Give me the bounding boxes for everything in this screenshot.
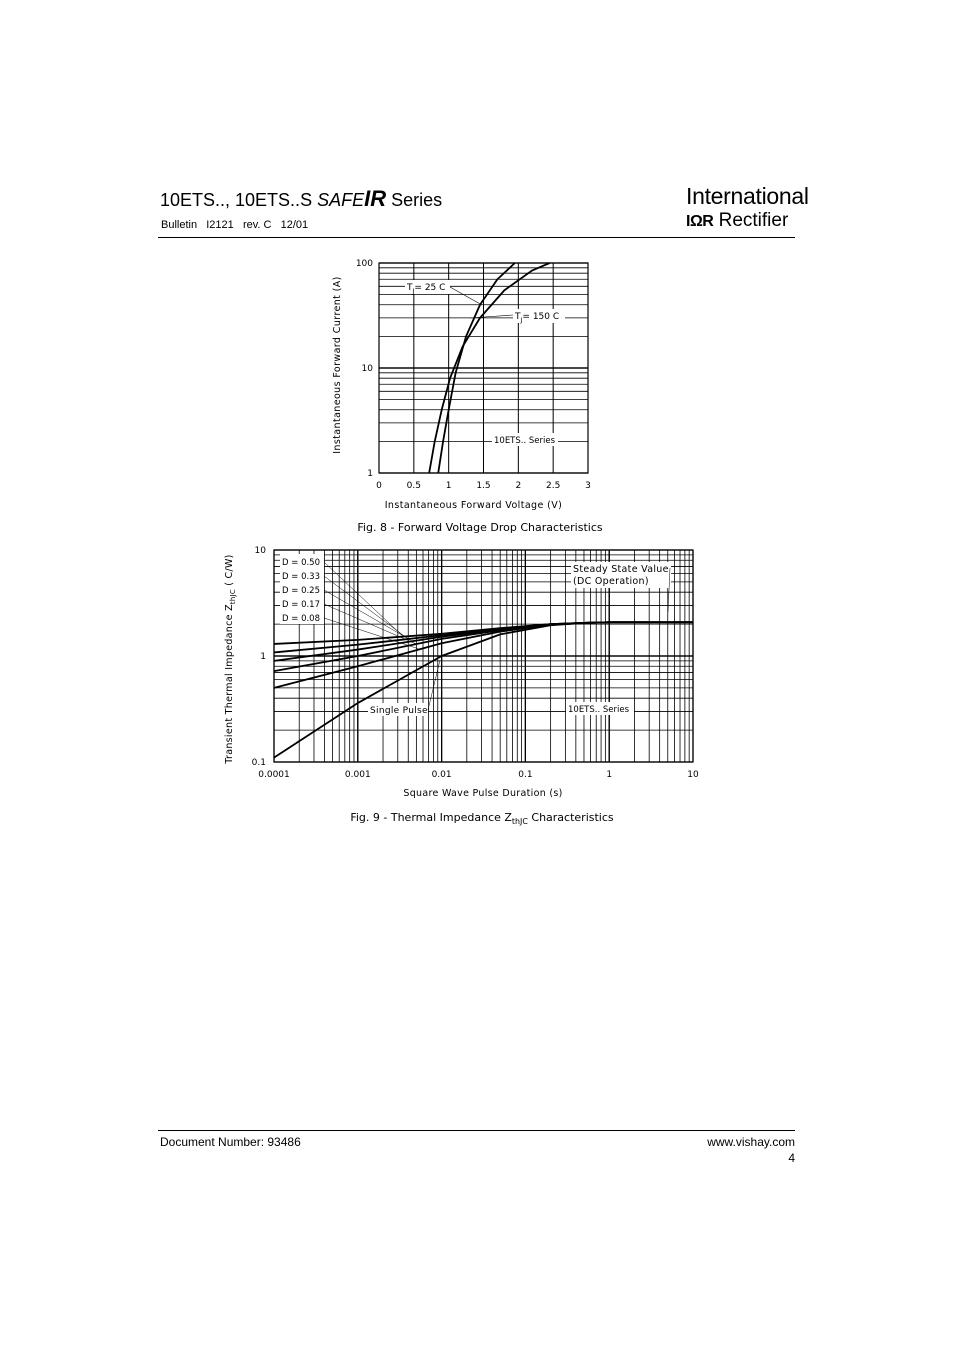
- fig9-leader-line: [324, 576, 408, 639]
- title-suffix: Series: [386, 190, 443, 210]
- title-safe: SAFE: [317, 190, 365, 210]
- fig9-series-line: [274, 622, 693, 757]
- fig8-caption: Fig. 8 - Forward Voltage Drop Characteristics: [357, 521, 603, 534]
- logo-rectifier-text: Rectifier: [718, 210, 789, 231]
- fig8-x-tick-label: 2.5: [546, 481, 561, 491]
- fig9-legend-entry: D = 0.17: [282, 600, 320, 610]
- page-number: 4: [788, 1151, 795, 1165]
- fig9-y-axis-label: Transient Thermal Impedance $Z_{thJC}$ ( C/W): [224, 554, 237, 764]
- fig9-x-tick-label: 0.001: [344, 770, 371, 780]
- fig8-y-tick-label: 10: [361, 364, 373, 374]
- fig8-y-tick-label: 1: [367, 469, 373, 479]
- fig9-leader-line: [324, 618, 420, 649]
- fig9-series-line: [274, 622, 693, 652]
- fig9-x-tick-label: 10: [687, 770, 699, 780]
- fig9-legend-entry: D = 0.08: [282, 614, 320, 624]
- fig8-x-tick-label: 0: [376, 481, 382, 491]
- fig8-y-tick-label: 100: [355, 259, 373, 269]
- fig8-y-axis-label: Instantaneous Forward Current (A): [332, 276, 343, 454]
- fig8-x-axis-label: Instantaneous Forward Voltage (V): [384, 500, 563, 511]
- fig9-x-tick-label: 0.1: [518, 770, 533, 780]
- logo-ior: IΩR: [686, 213, 714, 230]
- fig9-leader-line: [324, 590, 413, 641]
- fig9-legend-entry: D = 0.33: [282, 572, 320, 582]
- fig9-leader-line: [428, 660, 440, 710]
- fig9-y-tick-label: 0.1: [251, 758, 266, 768]
- fig9-x-axis-label: Square Wave Pulse Duration (s): [403, 788, 563, 799]
- fig8-annotation: 10ETS.. Series: [494, 436, 556, 446]
- website: www.vishay.com: [707, 1135, 795, 1149]
- fig9-chart: [224, 546, 699, 826]
- fig8-chart: [332, 259, 603, 534]
- document-number: Document Number: 93486: [160, 1135, 301, 1149]
- fig8-x-tick-label: 3: [585, 481, 591, 491]
- fig9-legend-entry: D = 0.50: [282, 558, 320, 568]
- fig9-annotation-dc: (DC Operation): [573, 576, 649, 587]
- logo-international: International: [686, 183, 809, 209]
- fig8-leader-line: [450, 287, 482, 305]
- fig9-y-tick-label: 1: [260, 652, 266, 662]
- fig9-y-tick-label: 10: [254, 546, 266, 556]
- fig9-x-tick-label: 0.0001: [258, 770, 290, 780]
- fig9-annotation-series: 10ETS.. Series: [568, 705, 630, 715]
- fig9-x-tick-label: 1: [606, 770, 613, 780]
- fig8-x-tick-label: 0.5: [406, 481, 421, 491]
- title-ir: IR: [364, 186, 387, 211]
- footer-rule: [158, 1130, 795, 1131]
- fig9-caption: Fig. 9 - Thermal Impedance $Z_{thJC}$ Characteristics: [350, 811, 614, 826]
- fig9-annotation-single: Single Pulse: [370, 706, 428, 716]
- title-prefix: 10ETS.., 10ETS..S: [160, 190, 318, 210]
- fig9-legend-entry: D = 0.25: [282, 586, 320, 596]
- fig8-x-tick-label: 1: [445, 481, 452, 491]
- fig8-x-tick-label: 2: [515, 481, 522, 491]
- bulletin-line: Bulletin I2121 rev. C 12/01: [161, 219, 309, 231]
- fig8-series-label: $T_J= 25$ C: [407, 283, 446, 295]
- fig9-annotation-steady: Steady State Value: [573, 564, 669, 575]
- fig9-x-tick-label: 0.01: [431, 770, 452, 780]
- fig8-series-label: $T_J= 150$ C: [515, 312, 560, 324]
- fig8-x-tick-label: 1.5: [476, 481, 491, 491]
